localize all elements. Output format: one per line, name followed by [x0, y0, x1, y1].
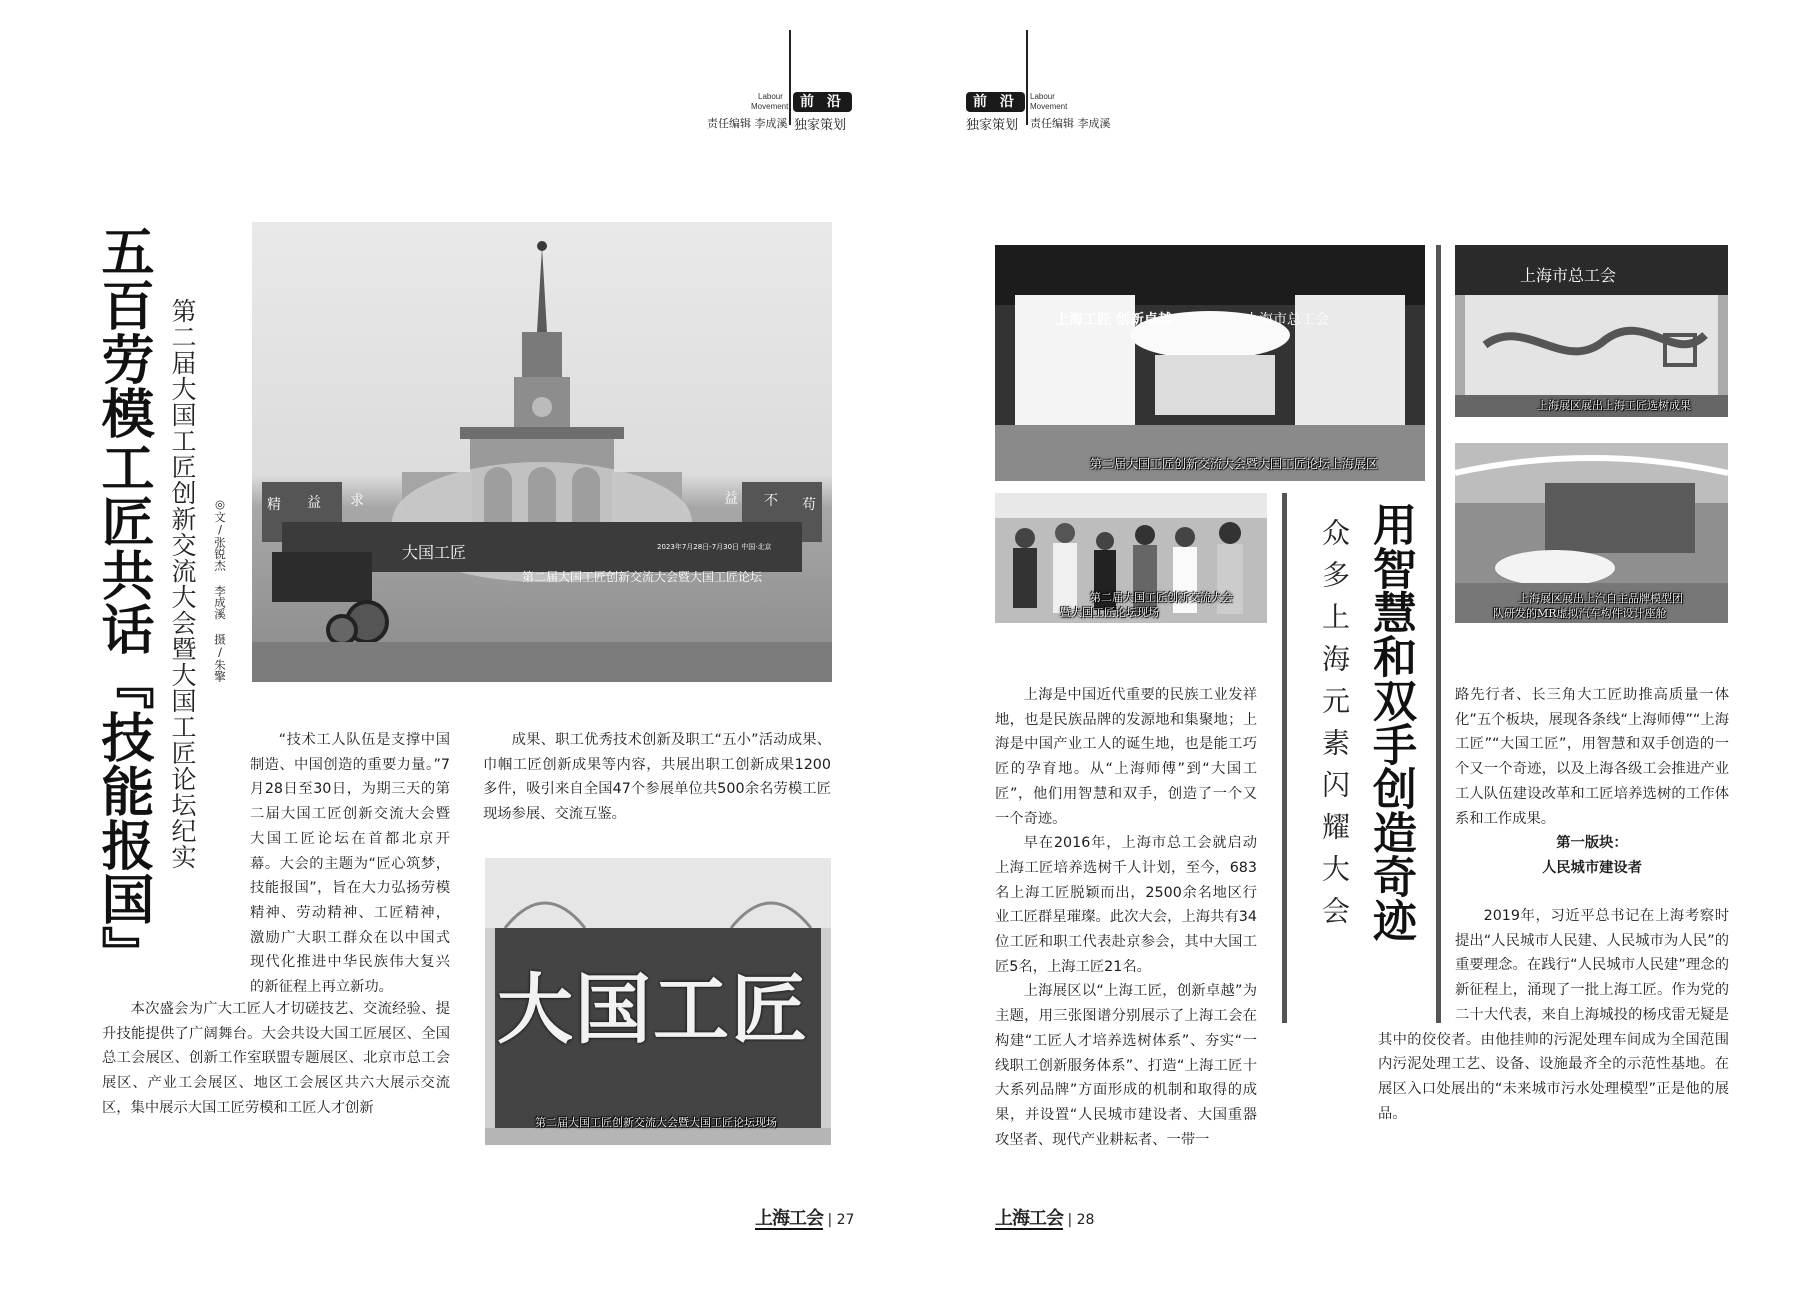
right-main-title: 用智慧和双手创造奇迹 — [1365, 502, 1416, 942]
header-en-line2: Movement — [751, 102, 789, 111]
forum-crowd-caption-2: 暨大国工匠论坛现场 — [1060, 606, 1159, 619]
left-col1-para1: “技术工人队伍是支撑中国制造、中国创造的重要力量。”7月28日至30日，为期三天的第二届大国工匠创新交流大会暨大国工匠论坛在首都北京开幕。大会的主题为“匠心筑梦，技能报国”，旨在大力弘扬劳模精神、劳动精神、工匠精神，激励广大职工群众在以中国式现代化推进中华民族伟大复兴的新征程上再立新功。 — [250, 732, 450, 996]
header-en-line1: Labour — [758, 92, 783, 101]
right-col2-para2: 2019年，习近平总书记在上海考察时提出“人民城市人民建、人民城市为人民”的重要理念。在践行“人民城市人民建”理念的新征程上，涌现了一批上海工匠。作为党的二十大代表，来自上海城投的杨戌雷无疑是其中的佼佼者。由他挂帅的污泥处理车间成为全国范围内污泥处理工艺、设备、设施最齐全的示范性基地。在展区入口处展出的“未来城市污水处理模型”正是他的展品。 — [1378, 908, 1729, 1122]
folio-sep-right: | — [1067, 1212, 1077, 1228]
byline-credit: ◎文/张锐杰 李成溪 摄/朱擎 — [213, 497, 227, 682]
folio-right — [995, 1210, 1094, 1230]
photo-banner-text: 第二届大国工匠创新交流大会暨大国工匠论坛 — [522, 570, 763, 584]
mr-cockpit-caption-1: 上海展区展出上汽自主品牌模型团 — [1518, 592, 1683, 605]
photo-mr-cockpit — [1455, 443, 1728, 623]
exhibit-sign: 上海市总工会 — [1520, 266, 1617, 285]
header-right — [966, 90, 1126, 133]
page-number-left: 27 — [836, 1212, 855, 1228]
shanghai-booth-caption: 第二届大国工匠创新交流大会暨大国工匠论坛上海展区 — [1090, 457, 1379, 471]
shanghai-booth-illustration — [995, 245, 1425, 481]
header-en-line2-right: Movement — [1030, 102, 1068, 111]
sign-char-6: 苟 — [802, 497, 816, 513]
right-col1-para1: 上海是中国近代重要的民族工业发祥地，也是民族品牌的发源地和集聚地；上海是中国产业工人的诞生地，也是能工巧匠的孕育地。从“上海师傅”到“大国工匠”，他们用智慧和双手，创造了一个又一个奇迹。 — [995, 687, 1257, 827]
wall-big-text: 大国工匠 — [497, 965, 809, 1054]
magazine-logo-right: 上海工会 — [995, 1208, 1063, 1229]
header-badge-right: 前 沿 — [966, 92, 1025, 112]
sign-char-5: 不 — [764, 493, 778, 509]
right-subtitle: 众多上海元素闪耀大会 — [1318, 518, 1351, 938]
photo-craftsman-wall — [485, 858, 831, 1145]
title-rule-left — [1282, 493, 1287, 1023]
photo-exhibition-hall — [252, 222, 832, 682]
left-col1-upper — [250, 728, 450, 1000]
photo-forum-crowd — [995, 493, 1267, 623]
left-col1-lower — [102, 997, 450, 1121]
right-col1 — [995, 683, 1257, 1152]
header-badge: 前 沿 — [793, 92, 852, 112]
header-section-right: 独家策划 — [966, 118, 1019, 133]
header-editor-right: 责任编辑 李成溪 — [1030, 117, 1111, 130]
sign-char-2: 益 — [307, 495, 321, 511]
photo-datestamp: 2023年7月28日-7月30日 中国·北京 — [657, 543, 772, 551]
craftsman-wall-caption: 第二届大国工匠创新交流大会暨大国工匠论坛现场 — [535, 1116, 777, 1129]
left-col2 — [483, 728, 831, 827]
exhibition-hall-illustration — [252, 222, 832, 682]
left-col2-para1: 成果、职工优秀技术创新及职工“五小”活动成果、巾帼工匠创新成果等内容，共展出职工创新成果1200多件，吸引来自全国47个参展单位共500余名劳模工匠现场参展、交流互鉴。 — [483, 732, 831, 823]
sign-char-3: 求 — [350, 493, 364, 509]
folio-sep: | — [827, 1212, 837, 1228]
right-col2-para2-wrap — [1378, 904, 1455, 1022]
header-section: 独家策划 — [794, 118, 847, 133]
right-col2-para1: 路先行者、长三角大工匠助推高质量一体化”五个板块，展现各条线“上海师傅”“上海工匠”“大国工匠”，用智慧和双手创造的一个又一个奇迹，以及上海各级工会推进产业工人队伍建设改革和工匠培养选树的工作体系和工作成果。 — [1455, 687, 1729, 827]
right-col1-para3: 上海展区以“上海工匠，创新卓越”为主题，用三张图谱分别展示了上海工会在构建“工匠人才培养选树体系”、夯实“一线职工创新服务体系”、打造“上海工匠十大系列品牌”方面形成的机制和取得的成果，并设置“人民城市建设者、大国重器攻坚者、现代产业耕耘者、一带一 — [995, 983, 1257, 1148]
page-number-right: 28 — [1076, 1212, 1095, 1228]
sign-char-1: 精 — [267, 497, 281, 513]
sign-char-4: 益 — [724, 491, 738, 507]
header-en-line1-right: Labour — [1030, 92, 1055, 101]
right-col2-upper — [1455, 683, 1729, 881]
section-heading-2: 人民城市建设者 — [1541, 859, 1643, 876]
mr-cockpit-caption-2: 队研发的MR虚拟汽车构件设计座舱 — [1493, 607, 1667, 620]
section-heading-1: 第一版块： — [1556, 835, 1628, 852]
left-col1-para2: 本次盛会为广大工匠人才切磋技艺、交流经验、提升技能提供了广阔舞台。大会共设大国工匠展区、全国总工会展区、创新工作室联盟专题展区、北京市总工会展区、产业工会展区、地区工会展区共六大展示交流区，集中展示大国工匠劳模和工匠人才创新 — [102, 1001, 450, 1116]
header-left — [700, 90, 860, 133]
booth-sign-right: 上海市总工会 — [1245, 312, 1329, 328]
subtitle: 第二届大国工匠创新交流大会暨大国工匠论坛纪实 — [168, 298, 197, 870]
right-col2-lower — [1378, 904, 1729, 1126]
main-title: 五百劳模工匠共话『技能报国』 — [93, 224, 155, 980]
header-editor: 责任编辑 李成溪 — [707, 117, 788, 130]
right-col1-para2: 早在2016年，上海市总工会就启动上海工匠培养选树千人计划，至今，683名上海工匠脱颖而出，2500余名地区行业工匠群星璀璨。此次大会，上海共有34位工匠和职工代表赴京参会，其中大国工匠5名，上海工匠21名。 — [995, 835, 1257, 975]
photo-shanghai-exhibit — [1455, 245, 1728, 417]
magazine-logo: 上海工会 — [755, 1208, 823, 1229]
booth-sign-left: 上海工匠 创新卓越 — [1055, 312, 1172, 328]
shanghai-exhibit-caption: 上海展区展出上海工匠选树成果 — [1537, 399, 1691, 412]
stage-text: 大国工匠 — [402, 543, 467, 562]
photo-shanghai-booth — [995, 245, 1425, 481]
forum-crowd-caption-1: 第二届大国工匠创新交流大会 — [1090, 591, 1233, 604]
folio-left — [755, 1210, 854, 1230]
